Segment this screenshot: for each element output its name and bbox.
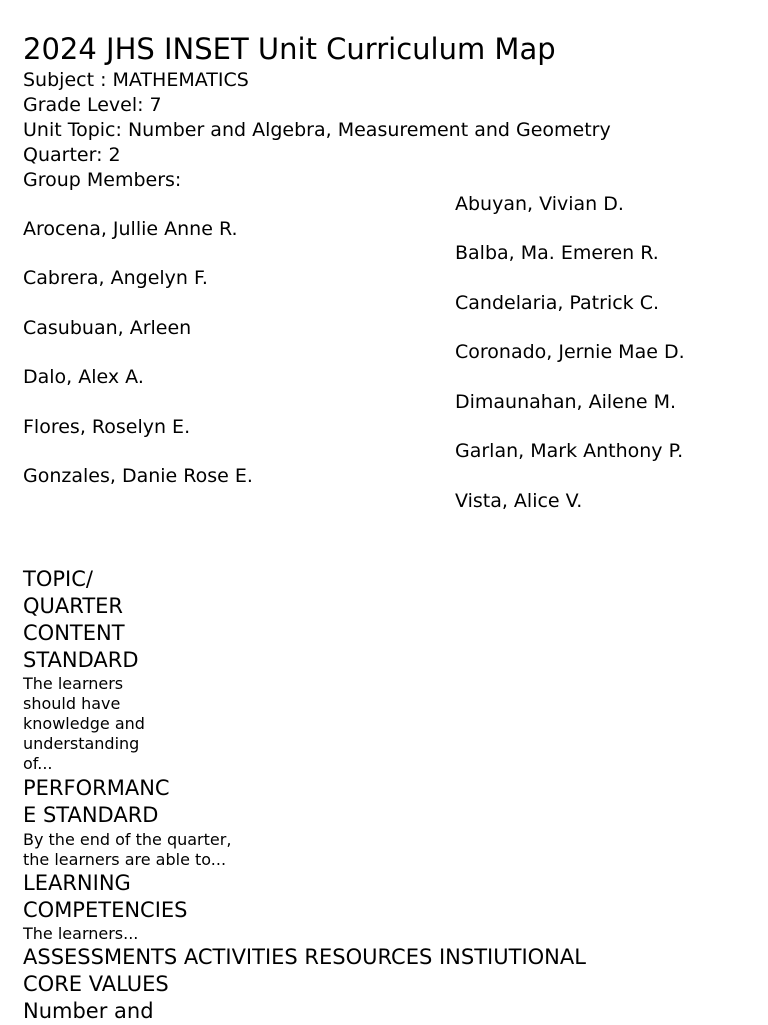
- quarter-line: Quarter: 2: [23, 144, 121, 166]
- subject-line: Subject : MATHEMATICS: [23, 69, 249, 91]
- header-performance-standard-line2: E STANDARD: [23, 803, 159, 827]
- member-name: Cabrera, Angelyn F.: [23, 267, 208, 289]
- unit-topic-line: Unit Topic: Number and Algebra, Measurement and Geometry: [23, 119, 611, 141]
- performance-standard-note: the learners are able to...: [23, 850, 227, 869]
- header-topic-quarter-line2: QUARTER: [23, 594, 124, 618]
- member-name: Coronado, Jernie Mae D.: [455, 341, 685, 363]
- header-content-standard-line1: CONTENT: [23, 621, 125, 645]
- header-performance-standard-line1: PERFORMANC: [23, 776, 170, 800]
- learning-competencies-note: The learners...: [23, 924, 139, 943]
- member-name: Vista, Alice V.: [455, 490, 583, 512]
- document-title: 2024 JHS INSET Unit Curriculum Map: [23, 32, 556, 66]
- header-other-columns-line2: CORE VALUES: [23, 972, 169, 996]
- content-standard-note: knowledge and: [23, 714, 145, 733]
- content-standard-note: should have: [23, 694, 121, 713]
- member-name: Dalo, Alex A.: [23, 366, 144, 388]
- content-standard-note: understanding: [23, 734, 140, 753]
- header-learning-competencies-line1: LEARNING: [23, 871, 131, 895]
- content-standard-note: The learners: [23, 674, 124, 693]
- member-name: Balba, Ma. Emeren R.: [455, 242, 659, 264]
- first-row-topic: Number and: [23, 999, 154, 1023]
- member-name: Garlan, Mark Anthony P.: [455, 440, 684, 462]
- header-other-columns-line1: ASSESSMENTS ACTIVITIES RESOURCES INSTIUTIONAL: [23, 945, 586, 969]
- header-content-standard-line2: STANDARD: [23, 648, 139, 672]
- member-name: Abuyan, Vivian D.: [455, 193, 624, 215]
- performance-standard-note: By the end of the quarter,: [23, 830, 232, 849]
- member-name: Flores, Roselyn E.: [23, 416, 191, 438]
- member-name: Dimaunahan, Ailene M.: [455, 391, 677, 413]
- member-name: Candelaria, Patrick C.: [455, 292, 660, 314]
- content-standard-note: of...: [23, 754, 53, 773]
- header-learning-competencies-line2: COMPETENCIES: [23, 898, 188, 922]
- group-members-label: Group Members:: [23, 169, 182, 191]
- header-topic-quarter-line1: TOPIC/: [23, 567, 93, 591]
- member-name: Gonzales, Danie Rose E.: [23, 465, 253, 487]
- member-name: Arocena, Jullie Anne R.: [23, 218, 238, 240]
- member-name: Casubuan, Arleen: [23, 317, 192, 339]
- grade-level-line: Grade Level: 7: [23, 94, 162, 116]
